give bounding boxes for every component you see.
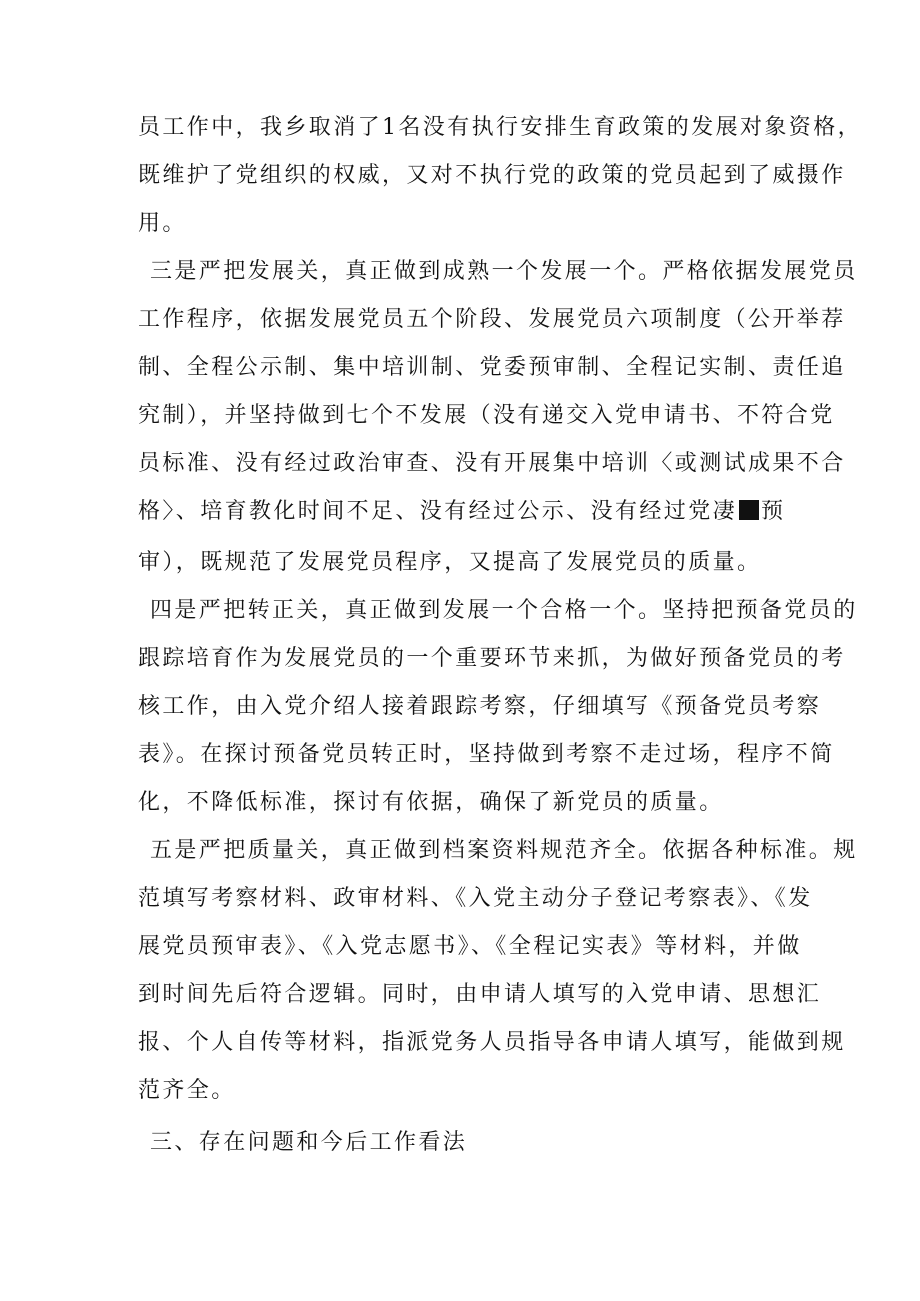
- section-heading: 三、存在问题和今后工作看法: [150, 1130, 468, 1155]
- text-segment: 预: [761, 499, 786, 524]
- text-line: 表》。在探讨预备党员转正时，坚持做到考察不走过场，程序不简: [138, 742, 835, 767]
- text-line: 展党员预审表》、《入党志愿书》、《全程记实表》等材料，并做: [138, 934, 802, 959]
- text-line: 审），既规范了发展党员程序，又提高了发展党员的质量。: [138, 550, 762, 575]
- paragraph-three-start: 三是严把发展关，真正做到成熟一个发展一个。严格依据发展党员: [150, 259, 858, 284]
- paragraph-four-start: 四是严把转正关，真正做到发展一个合格一个。坚持把预备党员的: [150, 598, 858, 623]
- text-line: 核工作，由入党介绍人接着跟踪考察，仔细填写《预备党员考察: [138, 694, 822, 719]
- text-line: 化，不降低标准，探讨有依据，确保了新党员的质量。: [138, 790, 724, 815]
- text-line: 范填写考察材料、政审材料、《入党主动分子登记考察表》、《发: [138, 886, 813, 911]
- text-line: 用。: [138, 211, 187, 236]
- text-line: 员标准、没有经过政治审查、没有开展集中培训〈或测试成果不合: [138, 451, 846, 476]
- text-line: 到时间先后符合逻辑。同时，由申请人填写的入党申请、思想汇: [138, 982, 822, 1007]
- paragraph-five-start: 五是严把质量关，真正做到档案资料规范齐全。依据各种标准。规: [150, 838, 858, 863]
- text-line: 制、全程公示制、集中培训制、党委预审制、全程记实制、责任追: [138, 355, 846, 380]
- redaction-block: [739, 500, 759, 520]
- text-line: 范齐全。: [138, 1078, 236, 1103]
- text-line: 既维护了党组织的权威，又对不执行党的政策的党员起到了威摄作: [138, 163, 846, 188]
- text-line-with-redaction: [138, 494, 785, 530]
- text-line: 员工作中，我乡取消了1名没有执行安排生育政策的发展对象资格，: [138, 115, 862, 140]
- text-line: 跟踪培育作为发展党员的一个重要环节来抓，为做好预备党员的考: [138, 646, 846, 671]
- text-line: 究制），并坚持做到七个不发展（没有递交入党申请书、不符合党: [138, 403, 835, 428]
- text-line: 工作程序，依据发展党员五个阶段、发展党员六项制度（公开举荐: [138, 307, 846, 332]
- text-line: 报、个人自传等材料，指派党务人员指导各申请人填写，能做到规: [138, 1030, 846, 1055]
- text-segment: 格〉、培育教化时间不足、没有经过公示、没有经过党凄: [138, 499, 738, 524]
